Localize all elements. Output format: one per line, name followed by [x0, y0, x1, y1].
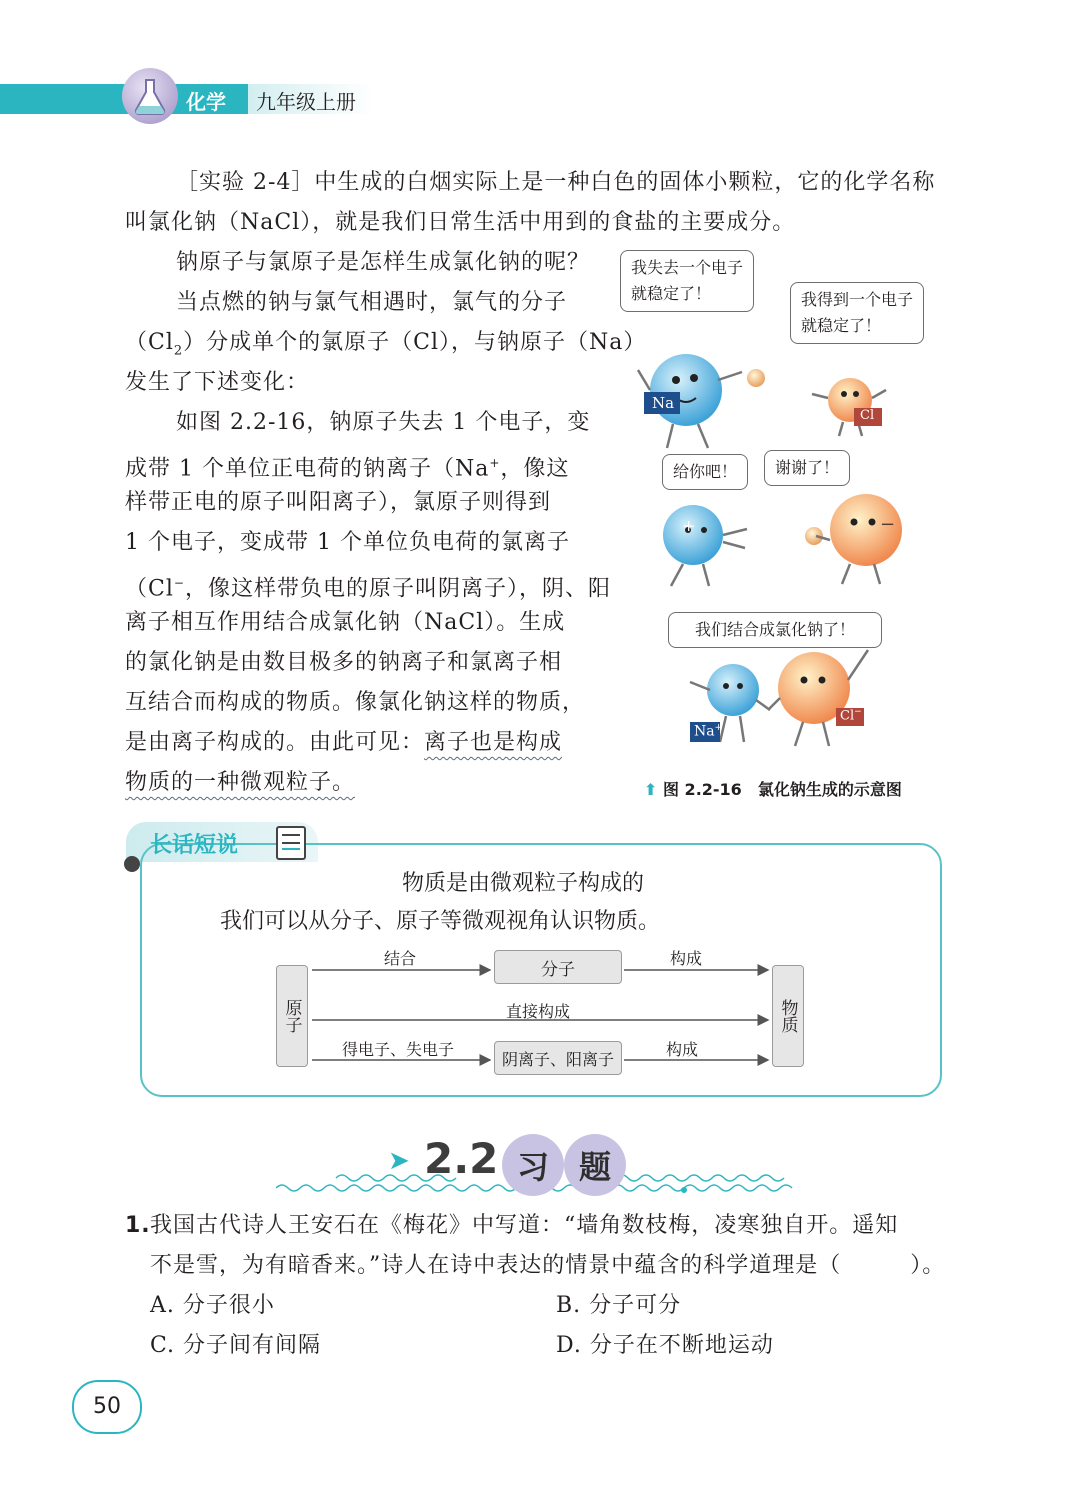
notebook-icon: [276, 826, 306, 860]
body-line: 1 个电子，变成带 1 个单位负电荷的氯离子: [125, 530, 570, 555]
option-c: C. 分子间有间隔: [150, 1333, 322, 1358]
speech-bubble: 谢谢了！: [764, 450, 850, 486]
label-compose: 构成: [670, 949, 703, 968]
matter-box: 物质: [772, 965, 804, 1067]
label-compose: 构成: [666, 1040, 699, 1059]
speech-bubble: 我失去一个电子 就稳定了！: [620, 250, 754, 312]
option-a: A. 分子很小: [150, 1293, 275, 1318]
body-line: 的氯化钠是由数目极多的钠离子和氯离子相: [125, 650, 563, 675]
body-line: 成带 1 个单位正电荷的钠离子（Na+，像这: [125, 456, 570, 482]
label-combine: 结合: [384, 949, 417, 968]
cl-ion-label: Cl−: [840, 707, 862, 724]
speech-bubble: 我得到一个电子 就稳定了！: [790, 282, 924, 344]
question-line: 不是雪，为有暗香来。”诗人在诗中表达的情景中蕴含的科学道理是（ ）。: [150, 1253, 946, 1278]
summary-title: 物质是由微观粒子构成的: [402, 871, 645, 896]
body-line: [125, 763, 355, 803]
key-point: 离子也是构成: [424, 730, 563, 755]
nacl-figure: [618, 250, 948, 760]
intro-line-1: ［实验 2-4］中生成的白烟实际上是一种白色的固体小颗粒，它的化学名称: [176, 170, 936, 195]
body-line: 离子相互作用结合成氯化钠（NaCl）。生成: [125, 610, 566, 635]
header-subject: 化学: [186, 90, 226, 114]
minus-sign: −: [880, 514, 896, 535]
intro-line-2: 叫氯化钠（NaCl），就是我们日常生活中用到的食盐的主要成分。: [125, 210, 796, 235]
summary-tab-title: 长话短说: [150, 833, 239, 858]
exercise-char: 习: [502, 1134, 564, 1196]
body-line: $(Cl_2)$分成单个的氯原子（Cl），与钠原子（Na）: [125, 330, 647, 359]
plus-sign: +: [682, 516, 696, 535]
body-line: 样带正电的原子叫阳离子），氯原子则得到: [125, 490, 552, 515]
summary-subtitle: 我们可以从分子、原子等微观视角认识物质。: [220, 909, 661, 934]
body-line: 发生了下述变化：: [125, 370, 310, 395]
body-line: 互结合而构成的物质。像氯化钠这样的物质，: [125, 690, 586, 715]
cl-label: Cl: [860, 408, 875, 423]
key-point: 物质的一种微观粒子。: [125, 770, 356, 795]
exercise-number: 2.2: [424, 1134, 499, 1183]
question-line: 我国古代诗人王安石在《梅花》中写道：“墙角数枝梅，凌寒独自开。遥知: [150, 1213, 899, 1238]
atom-box: 原子: [276, 965, 308, 1067]
na-label: Na: [652, 394, 675, 412]
body-line: 钠原子与氯原子是怎样生成氯化钠的呢？: [176, 250, 591, 275]
molecule-box: 分子: [494, 950, 622, 984]
question-number: 1.: [125, 1213, 151, 1238]
up-arrow-icon: ⬆: [644, 780, 658, 799]
body-line: 如图 2.2-16，钠原子失去 1 个电子，变: [176, 410, 591, 435]
page-number: 50: [72, 1380, 142, 1434]
figure-caption: ⬆ 图 2.2-16 氯化钠生成的示意图: [644, 780, 902, 799]
body-line: 是由离子构成的。由此可见：离子也是构成: [125, 730, 563, 755]
speech-bubble: 给你吧！: [662, 454, 748, 490]
ions-box: 阴离子、阳离子: [494, 1041, 622, 1075]
label-gain-lose: 得电子、失电子: [342, 1040, 455, 1059]
header-grade: 九年级上册: [256, 90, 356, 114]
body-line: （Cl−，像这样带负电的原子叫阴离子），阴、阳: [125, 576, 611, 602]
exercise-char: 题: [564, 1134, 626, 1196]
tab-dot: [124, 856, 140, 872]
speech-bubble: 我们结合成氯化钠了！: [668, 612, 882, 648]
option-d: D. 分子在不断地运动: [556, 1333, 774, 1358]
body-line: 当点燃的钠与氯气相遇时，氯气的分子: [176, 290, 568, 315]
na-ion-label: Na+: [694, 723, 723, 740]
label-direct-compose: 直接构成: [506, 1002, 571, 1021]
option-b: B. 分子可分: [556, 1293, 682, 1318]
flask-logo-icon: [122, 68, 178, 124]
double-arrow-icon: ➤: [388, 1146, 410, 1176]
